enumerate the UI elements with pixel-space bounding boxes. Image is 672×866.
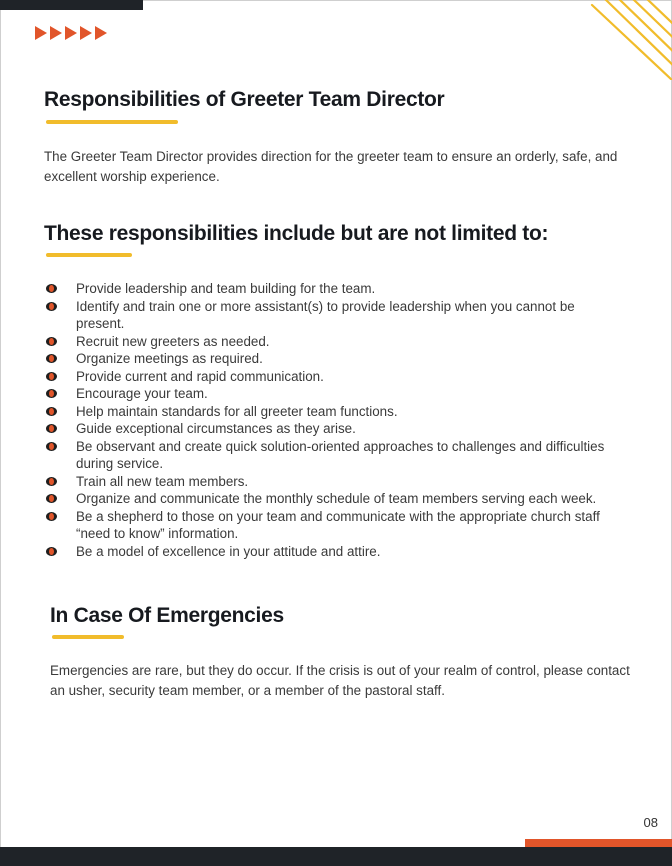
list-item: Organize meetings as required.: [46, 350, 626, 368]
diagonal-lines-decoration: [582, 0, 672, 80]
list-item: Identify and train one or more assistant(s) to provide leadership when you cannot be present.: [46, 298, 626, 333]
bottom-orange-bar: [525, 839, 672, 847]
bullet-icon: [46, 424, 57, 433]
top-dark-bar: [0, 0, 143, 10]
bullet-icon: [46, 442, 57, 451]
intro-paragraph: The Greeter Team Director provides direction for the greeter team to ensure an orderly, safe, and excellent worship experience.: [44, 149, 618, 184]
bullet-icon: [46, 372, 57, 381]
list-item: Help maintain standards for all greeter team functions.: [46, 403, 626, 421]
responsibilities-list: [46, 280, 626, 560]
page-number: 08: [643, 815, 658, 830]
arrow-icon: [80, 26, 92, 40]
bullet-icon: [46, 494, 57, 503]
bullet-icon: [46, 337, 57, 346]
title-underline: [52, 635, 124, 639]
arrow-decoration: [35, 26, 107, 40]
arrow-icon: [95, 26, 107, 40]
arrow-icon: [50, 26, 62, 40]
list-item: Be observant and create quick solution-oriented approaches to challenges and difficulties during service.: [46, 438, 626, 473]
bullet-icon: [46, 407, 57, 416]
bullet-icon: [46, 512, 57, 521]
arrow-icon: [35, 26, 47, 40]
bottom-dark-bar: [0, 847, 672, 866]
list-item: Guide exceptional circumstances as they arise.: [46, 420, 626, 438]
arrow-icon: [65, 26, 77, 40]
list-item: Train all new team members.: [46, 473, 626, 491]
list-item: Be a shepherd to those on your team and communicate with the appropriate church staff “need to know” information.: [46, 508, 626, 543]
bullet-icon: [46, 477, 57, 486]
bullet-icon: [46, 354, 57, 363]
title-underline: [46, 253, 132, 257]
section-title-emergencies: In Case Of Emergencies: [50, 604, 284, 627]
section-title-responsibilities: Responsibilities of Greeter Team Director: [44, 88, 445, 111]
list-item: Provide leadership and team building for the team.: [46, 280, 626, 298]
bullet-icon: [46, 389, 57, 398]
list-item: Provide current and rapid communication.: [46, 368, 626, 386]
bullet-icon: [46, 547, 57, 556]
list-item: Be a model of excellence in your attitude and attire.: [46, 543, 626, 561]
title-underline: [46, 120, 178, 124]
list-item: Organize and communicate the monthly schedule of team members serving each week.: [46, 490, 626, 508]
list-item: Encourage your team.: [46, 385, 626, 403]
bullet-icon: [46, 302, 57, 311]
section-title-list: These responsibilities include but are not limited to:: [44, 222, 549, 245]
list-item: Recruit new greeters as needed.: [46, 333, 626, 351]
bullet-icon: [46, 284, 57, 293]
emergencies-paragraph: Emergencies are rare, but they do occur. If the crisis is out of your realm of control, please contact an usher, security team member, or a member of the pastoral staff.: [50, 663, 630, 698]
